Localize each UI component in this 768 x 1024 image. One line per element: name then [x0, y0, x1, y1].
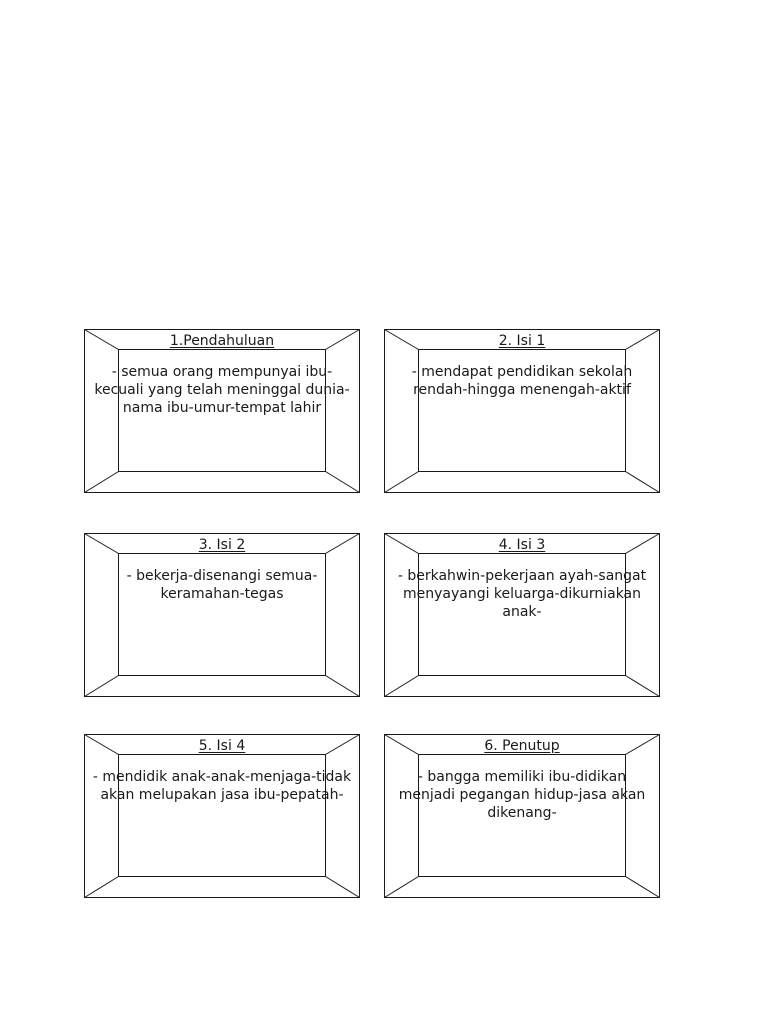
card-body-text: - berkahwin-pekerjaan ayah-sangat menyayangi keluarga-dikurniakan anak- — [397, 568, 647, 620]
card-title: 1.Pendahuluan — [169, 333, 275, 349]
note-card-pendahuluan — [84, 329, 360, 493]
card-body-text: - mendidik anak-anak-menjaga-tidak akan melupakan jasa ibu-pepatah- — [92, 769, 352, 803]
card-body-text: - semua orang mempunyai ibu-kecuali yang telah meninggal dunia-nama ibu-umur-tempat lahir — [94, 364, 350, 416]
card-title: 4. Isi 3 — [498, 537, 546, 553]
note-card-isi-1 — [384, 329, 660, 493]
note-card-isi-4 — [84, 734, 360, 898]
bevel-frame — [384, 329, 660, 493]
bevel-frame — [84, 533, 360, 697]
card-title: 5. Isi 4 — [198, 738, 246, 754]
card-title: 6. Penutup — [484, 738, 560, 754]
card-body-text: - bangga memiliki ibu-didikan menjadi pegangan hidup-jasa akan dikenang- — [398, 769, 646, 821]
card-body-text: - mendapat pendidikan sekolah rendah-hingga menengah-aktif — [411, 364, 633, 398]
note-card-isi-3 — [384, 533, 660, 697]
note-card-penutup — [384, 734, 660, 898]
card-body-text: - bekerja-disenangi semua-keramahan-tegas — [126, 568, 318, 602]
card-title: 3. Isi 2 — [198, 537, 246, 553]
card-title: 2. Isi 1 — [498, 333, 546, 349]
bevel-frame — [84, 734, 360, 898]
note-card-isi-2 — [84, 533, 360, 697]
